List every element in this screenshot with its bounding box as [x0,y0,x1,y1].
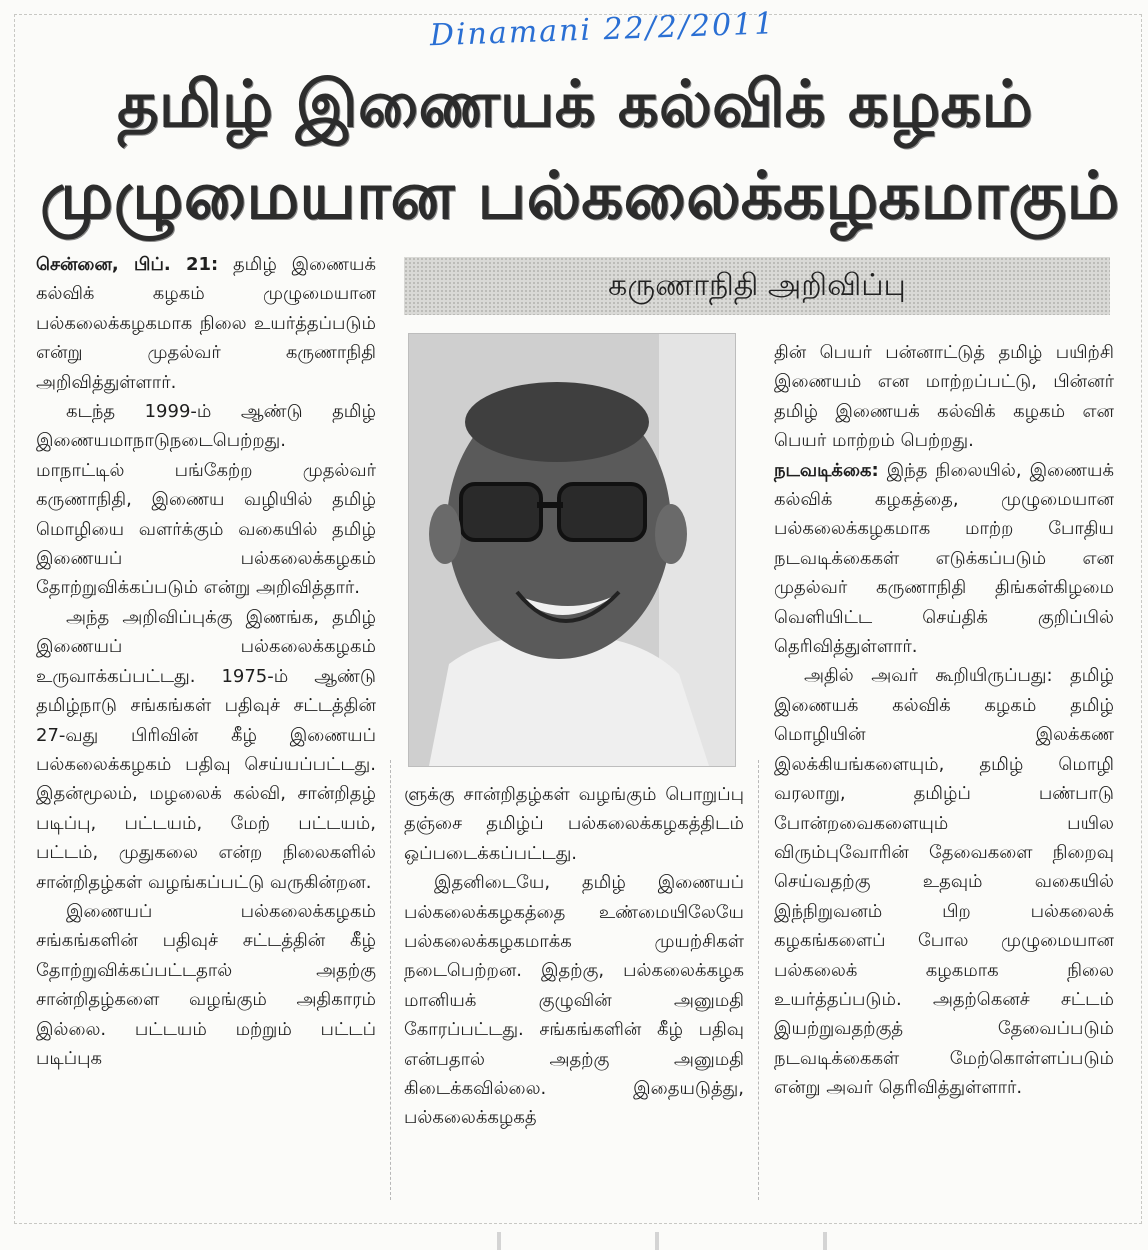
article-column-1 [36,250,376,1210]
paragraph-text: தமிழ் இணையக் கல்விக் கழகம் முழுமையான பல்கலைக்கழகமாக நிலை உயர்த்தப்படும் என்று முதல்வர் கருணாநிதி அறிவித்துள்ளார். [36,254,376,393]
paragraph: கடந்த 1999-ம் ஆண்டு தமிழ் இணையமாநாடுநடைபெற்றது. மாநாட்டில் பங்கேற்ற முதல்வர் கருணாநிதி, இணைய வழியில் தமிழ் மொழியை வளர்க்கும் வகையில் தமிழ் இணையப் பல்கலைக்கழகம் தோற்றுவிக்கப்படும் என்று அறிவித்தார். [36,401,376,599]
column-divider [390,760,391,1200]
headline-line-2: முழுமையான பல்கலைக்கழகமாகும் [40,157,1120,234]
scan-mark [655,1232,659,1250]
paragraph: தின் பெயர் பன்னாட்டுத் தமிழ் பயிற்சி இணையம் என மாற்றப்பட்டு, பின்னர் தமிழ் இணையக் கல்விக் கழகம் என பெயர் மாற்றம் பெற்றது. [774,342,1114,452]
subheadline-text: கருணாநிதி அறிவிப்பு [608,268,906,303]
handwritten-date-note: Dinamani 22/2/2011 [429,6,776,54]
article-column-3 [774,338,1114,1198]
dateline-paragraph [36,250,376,397]
column-divider [758,760,759,1200]
article-column-2 [404,780,744,1200]
paragraph-text: இந்த நிலையில், இணையக் கல்விக் கழகத்தை, முழுமையான பல்கலைக்கழகமாக மாற்ற போதிய நடவடிக்கைகள் எடுக்கப்படும் என முதல்வர் கருணாநிதி திங்கள்கிழமை வெளியிட்ட செய்திக் குறிப்பில் தெரிவித்துள்ளார். [774,459,1114,658]
scan-mark [823,1232,827,1250]
scan-mark [497,1232,501,1250]
portrait-illustration [409,334,735,766]
subheadline-box [404,257,1110,315]
paragraph: இதனிடையே, தமிழ் இணையப் பல்கலைக்கழகத்தை உண்மையிலேயே பல்கலைக்கழகமாக்க முயற்சிகள் நடைபெற்றன. இதற்கு, பல்கலைக்கழக மானியக் குழுவின் அனுமதி கோரப்பட்டது. சங்கங்களின் கீழ் பதிவு என்பதால் அதற்கு அனுமதி கிடைக்கவில்லை. இதையடுத்து, பல்கலைக்கழகத் [404,872,744,1129]
paragraph: ளுக்கு சான்றிதழ்கள் வழங்கும் பொறுப்பு தஞ்சை தமிழ்ப் பல்கலைக்கழகத்திடம் ஒப்படைக்கப்பட்டது. [404,784,744,864]
paragraph: அந்த அறிவிப்புக்கு இணங்க, தமிழ் இணையப் பல்கலைக்கழகம் உருவாக்கப்பட்டது. 1975-ம் ஆண்டு தமிழ்நாடு சங்கங்கள் பதிவுச் சட்டத்தின் 27-வது பிரிவின் கீழ் இணையப் பல்கலைக்கழகம் பதிவு செய்யப்பட்டது. இதன்மூலம், மழலைக் கல்வி, சான்றிதழ் படிப்பு, பட்டயம், மேற் பட்டயம், பட்டம், முதுகலை என்ற நிலைகளில் சான்றிதழ்கள் வழங்கப்பட்டு வருகின்றன. [36,606,376,893]
paragraph: அதில் அவர் கூறியிருப்பது: தமிழ் இணையக் கல்விக் கழகம் தமிழ் மொழியின் இலக்கண இலக்கியங்களையும், தமிழ் மொழி வரலாறு, தமிழ்ப் பண்பாடு போன்றவைகளையும் பயில விரும்புவோரின் தேவைகளை நிறைவு செய்வதற்கு உதவும் வகையில் இந்நிறுவனம் பிற பல்கலைக் கழகங்களைப் போல முழுமையான பல்கலைக் கழகமாக நிலை உயர்த்தப்படும். அதற்கெனச் சட்டம் இயற்றுவதற்குத் தேவைப்படும் நடவடிக்கைகள் மேற்கொள்ளப்படும் என்று அவர் தெரிவித்துள்ளார். [774,665,1114,1099]
paragraph: இணையப் பல்கலைக்கழகம் சங்கங்களின் பதிவுச் சட்டத்தின் கீழ் தோற்றுவிக்கப்பட்டதால் அதற்கு சான்றிதழ்களை வழங்கும் அதிகாரம் இல்லை. பட்டயம் மற்றும் பட்டப் படிப்புக [36,900,376,1069]
inline-subheading: நடவடிக்கை: [774,459,879,481]
dateline: சென்னை, பிப். 21: [36,254,219,275]
subheading-paragraph [774,456,1114,662]
portrait-photo [408,333,736,767]
headline-line-1: தமிழ் இணையக் கல்விக் கழகம் [117,68,1033,142]
